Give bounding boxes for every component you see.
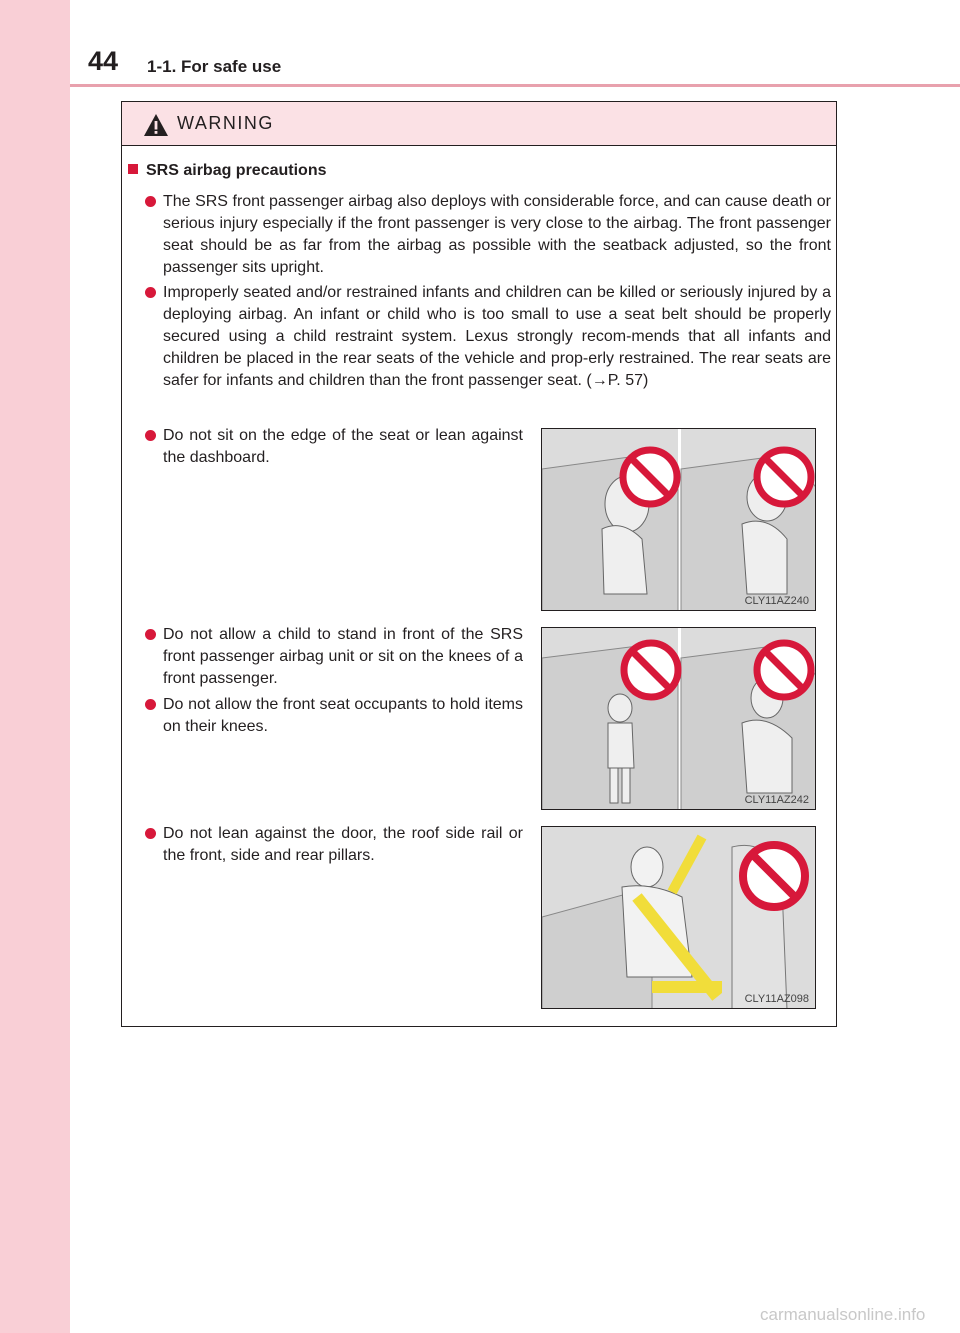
warning-header	[122, 102, 836, 146]
bullet-children-restraint	[163, 282, 831, 392]
warning-label: WARNING	[177, 113, 274, 133]
bullet-do-not-sit-edge	[163, 425, 523, 469]
section-title: 1-1. For safe use	[147, 57, 282, 76]
watermark: carmanualsonline.info	[760, 1305, 926, 1324]
bullet-dot-icon	[145, 287, 156, 298]
bullet-child-standing	[163, 624, 523, 690]
subhead-srs-airbag-precautions	[128, 162, 327, 180]
page-number: 44	[88, 46, 119, 76]
bullet-text: Do not sit on the edge of the seat or lean against the dashboard.	[163, 427, 523, 466]
subhead-text: SRS airbag precautions	[146, 162, 327, 179]
illustration-dashboard-lean-drawing	[542, 429, 816, 611]
bullet-dot-icon	[145, 430, 156, 441]
illustration-code: CLY11AZ240	[744, 595, 809, 607]
page-header	[70, 40, 960, 84]
warning-box	[121, 101, 837, 1027]
illustration-child-standing	[541, 627, 816, 810]
bullet-items-on-knees	[163, 694, 523, 738]
illustration-door-lean-drawing	[542, 827, 816, 1009]
warning-triangle-icon	[143, 113, 169, 137]
bullet-do-not-lean-door	[163, 823, 523, 867]
bullet-text: The SRS front passenger airbag also deploys with considerable force, and can cause death or serious injury especially if the front passenger is very close to the airbag. The front passenger seat should be as far from the airbag as possible with the seatback adjusted, so the front passenger sits upright.	[163, 193, 831, 276]
bullet-dot-icon	[145, 196, 156, 207]
bullet-text: Improperly seated and/or restrained infants and children can be killed or seriously injured by a deploying airbag. An infant or child who is too small to use a seat belt should be properly secured using a child restraint system. Lexus strongly recom-mends that all infants and children be placed in the rear seats of the vehicle and prop-erly restrained. The rear seats are safer for infants and children than the front passenger seat. (→P. 57)	[163, 284, 831, 389]
bullet-dot-icon	[145, 629, 156, 640]
square-bullet-icon	[128, 164, 138, 174]
chapter-side-tab	[0, 0, 70, 1333]
bullet-text: Do not lean against the door, the roof side rail or the front, side and rear pillars.	[163, 825, 523, 864]
header-rule	[70, 84, 960, 87]
illustration-code: CLY11AZ242	[744, 794, 809, 806]
illustration-door-lean	[541, 826, 816, 1009]
bullet-text: Do not allow the front seat occupants to hold items on their knees.	[163, 696, 523, 735]
illustration-child-standing-drawing	[542, 628, 816, 810]
illustration-dashboard-lean	[541, 428, 816, 611]
bullet-dot-icon	[145, 699, 156, 710]
bullet-text: Do not allow a child to stand in front of the SRS front passenger airbag unit or sit on the knees of a front passenger.	[163, 626, 523, 687]
illustration-code: CLY11AZ098	[744, 993, 809, 1005]
bullet-dot-icon	[145, 828, 156, 839]
bullet-front-airbag-force	[163, 191, 831, 279]
